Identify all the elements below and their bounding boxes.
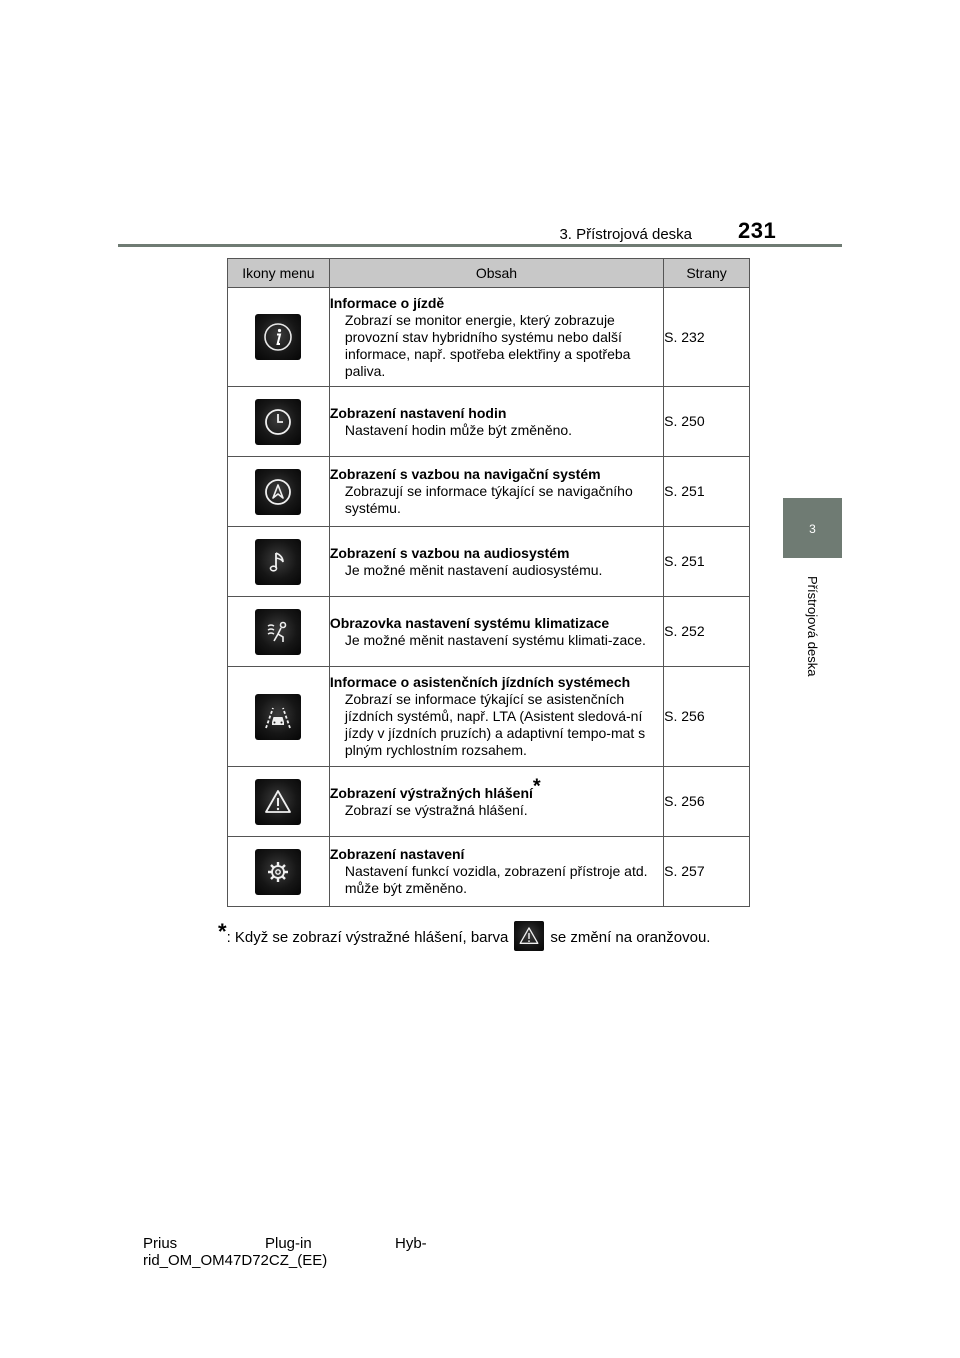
- item-title: Informace o asistenčních jízdních systémech: [329, 674, 631, 690]
- page-number: 231: [738, 218, 777, 243]
- climate-icon: [255, 609, 301, 655]
- footnote-mark: *: [532, 774, 541, 797]
- column-header-content: Obsah: [329, 259, 663, 288]
- music-note-icon: [255, 539, 301, 585]
- section-title: 3. Přístrojová deska: [559, 226, 692, 243]
- warning-icon: [514, 921, 544, 951]
- table-row: [228, 767, 750, 837]
- footer-variant: Plug-in: [265, 1235, 312, 1252]
- item-title: Zobrazení s vazbou na audiosystém: [329, 544, 570, 561]
- table-row: [228, 457, 750, 527]
- item-title: Zobrazení s vazbou na navigační systém: [329, 466, 601, 482]
- footnote-text-after: se změní na oranžovou.: [550, 929, 711, 946]
- table-row: [228, 288, 750, 387]
- chapter-tab: [783, 498, 842, 558]
- page-reference: S. 232: [664, 288, 750, 387]
- page-reference: S. 251: [664, 457, 750, 527]
- driving-assist-icon: [255, 694, 301, 740]
- item-title: Zobrazení nastavení hodin: [329, 404, 507, 421]
- item-description: Nastavení hodin může být změněno.: [344, 421, 573, 438]
- item-description: Zobrazí se monitor energie, který zobrazuje provozní stav hybridního systému nebo další informace, např. spotřeba elektřiny a spotřeba paliva.: [344, 311, 631, 379]
- table-row: [228, 387, 750, 457]
- info-icon: [255, 314, 301, 360]
- footer-doc-code: rid_OM_OM47D72CZ_(EE): [143, 1252, 328, 1269]
- footer-type: Hyb-: [395, 1235, 427, 1252]
- table-row: [228, 527, 750, 597]
- item-title: Zobrazení výstražných hlášení: [329, 784, 533, 801]
- footnote-mark: *: [218, 919, 227, 944]
- menu-icons-table: [227, 258, 750, 907]
- item-description: Zobrazují se informace týkající se navigačního systému.: [344, 483, 633, 516]
- footnote: [218, 919, 711, 953]
- column-header-pages: Strany: [664, 259, 750, 288]
- table-header-row: [228, 259, 750, 288]
- warning-icon: [255, 779, 301, 825]
- page-reference: S. 257: [664, 837, 750, 907]
- footer-model: Prius: [143, 1235, 178, 1252]
- chapter-label: [760, 566, 820, 686]
- item-description: Je možné měnit nastavení systému klimati-zace.: [344, 631, 646, 648]
- item-description: Zobrazí se výstražná hlášení.: [344, 801, 528, 818]
- item-description: Zobrazí se informace týkající se asistenčních jízdních systémů, např. LTA (Asistent sledová-ní jízdy v jízdních pruzích) a adaptivní tempo-mat s plným rychlostním rozsahem.: [344, 691, 646, 758]
- page-reference: S. 252: [664, 597, 750, 667]
- clock-icon: [255, 399, 301, 445]
- item-title: Informace o jízdě: [329, 294, 445, 311]
- header-rule: [118, 244, 842, 247]
- item-title: Obrazovka nastavení systému klimatizace: [329, 614, 610, 631]
- page-header: [0, 0, 960, 250]
- footnote-text-before: : Když se zobrazí výstražné hlášení, barva: [226, 929, 509, 946]
- table-row: [228, 597, 750, 667]
- page-reference: S. 256: [664, 767, 750, 837]
- item-description: Je možné měnit nastavení audiosystému.: [344, 561, 603, 578]
- item-title: Zobrazení nastavení: [329, 846, 465, 862]
- page-reference: S. 251: [664, 527, 750, 597]
- gear-icon: [255, 849, 301, 895]
- column-header-icons: Ikony menu: [228, 259, 330, 288]
- navigation-icon: [255, 469, 301, 515]
- page-reference: S. 256: [664, 667, 750, 767]
- table-row: [228, 837, 750, 907]
- chapter-number: 3: [809, 522, 816, 536]
- table-row: [228, 667, 750, 767]
- item-description: Nastavení funkcí vozidla, zobrazení přístroje atd. může být změněno.: [344, 863, 648, 896]
- document-footer: [143, 1235, 427, 1269]
- chapter-label-text: Přístrojová deska: [805, 575, 820, 677]
- page-reference: S. 250: [664, 387, 750, 457]
